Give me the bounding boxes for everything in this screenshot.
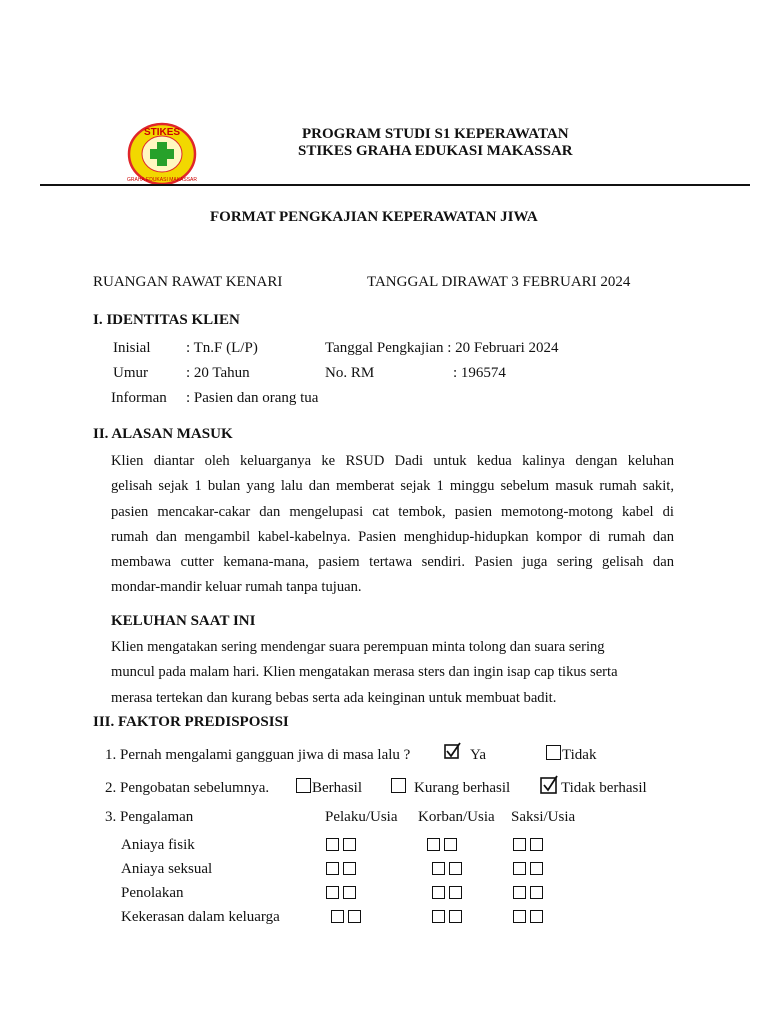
- section2-title: II. ALASAN MASUK: [93, 426, 233, 442]
- alasan-line: rumah dan mengambil kabel-kabelnya. Pasien menghidup-hidupkan kompor di rumah dan: [111, 528, 674, 545]
- checkbox-icon: [449, 862, 462, 875]
- checkbox-icon: [530, 910, 543, 923]
- keluhan-line: Klien mengatakan sering mendengar suara perempuan minta tolong dan suara sering: [111, 639, 605, 655]
- saksi-checkbox-pair[interactable]: [513, 885, 547, 903]
- keluhan-title: KELUHAN SAAT INI: [111, 613, 256, 629]
- checkbox-icon: [343, 886, 356, 899]
- checkbox-icon: [513, 862, 526, 875]
- inisial-value: : Tn.F (L/P): [186, 340, 258, 356]
- unchecked-box-icon: [546, 745, 561, 760]
- q2-opt1-label: Berhasil: [312, 780, 362, 796]
- keluhan-line: merasa tertekan dan kurang bebas serta ada keinginan untuk membuat badit.: [111, 689, 557, 706]
- q2-kurang-option[interactable]: [391, 778, 510, 797]
- header-divider: [40, 184, 750, 186]
- row-label: Aniaya seksual: [121, 861, 213, 877]
- header-line-2: STIKES GRAHA EDUKASI MAKASSAR: [298, 143, 573, 159]
- unchecked-box-icon: [296, 778, 311, 793]
- checkbox-icon: [326, 838, 339, 851]
- check-icon: [540, 775, 560, 794]
- check-icon: [444, 742, 462, 760]
- checkbox-icon: [326, 886, 339, 899]
- pelaku-checkbox-pair[interactable]: [331, 909, 365, 927]
- alasan-line: mondar-mandir keluar rumah tanpa tujuan.: [111, 579, 362, 596]
- checkbox-icon: [432, 886, 445, 899]
- checkbox-icon: [449, 910, 462, 923]
- checkbox-icon: [513, 910, 526, 923]
- checkbox-icon: [331, 910, 344, 923]
- logo-bottom-text: GRAHA EDUKASI MAKASSAR: [126, 177, 198, 183]
- q1-ya-checkbox[interactable]: [444, 742, 462, 765]
- row-label: Penolakan: [121, 885, 184, 901]
- umur-value: : 20 Tahun: [186, 365, 250, 381]
- row-label: Aniaya fisik: [121, 837, 195, 853]
- checkbox-icon: [343, 862, 356, 875]
- checkbox-icon: [343, 838, 356, 851]
- q3-text: 3. Pengalaman: [105, 809, 194, 825]
- saksi-checkbox-pair[interactable]: [513, 837, 547, 855]
- korban-checkbox-pair[interactable]: [427, 837, 461, 855]
- keluhan-paragraph: [111, 635, 674, 711]
- form-title: FORMAT PENGKAJIAN KEPERAWATAN JIWA: [210, 209, 538, 225]
- rm-label: No. RM: [325, 365, 375, 381]
- header-line-1: PROGRAM STUDI S1 KEPERAWATAN: [302, 126, 569, 142]
- checkbox-icon: [432, 910, 445, 923]
- q1-tidak-option[interactable]: [546, 745, 596, 764]
- keluhan-line: muncul pada malam hari. Klien mengatakan merasa sters dan ingin isap cap tikus serta: [111, 664, 618, 681]
- umur-label: Umur: [113, 365, 148, 381]
- checkbox-icon: [449, 886, 462, 899]
- col-pelaku: Pelaku/Usia: [325, 809, 398, 825]
- alasan-line: Klien diantar oleh keluarganya ke RSUD Dadi untuk kedua kalinya dengan keluhan: [111, 453, 674, 469]
- section3-title: III. FAKTOR PREDISPOSISI: [93, 714, 289, 730]
- informan-value: : Pasien dan orang tua: [186, 390, 319, 406]
- saksi-checkbox-pair[interactable]: [513, 861, 547, 879]
- inisial-label: Inisial: [113, 340, 151, 356]
- checkbox-icon: [432, 862, 445, 875]
- checkbox-icon: [348, 910, 361, 923]
- rm-value: : 196574: [453, 365, 506, 381]
- korban-checkbox-pair[interactable]: [432, 861, 466, 879]
- q1-tidak-label: Tidak: [562, 747, 597, 763]
- pelaku-checkbox-pair[interactable]: [326, 861, 360, 879]
- col-korban: Korban/Usia: [418, 809, 495, 825]
- q1-ya-label: Ya: [470, 747, 486, 763]
- q2-opt2-label: Kurang berhasil: [414, 780, 511, 796]
- alasan-line: membawa cutter kemana-mana, pasiem tertawa sendiri. Pasien juga sering gelisah dan: [111, 554, 674, 571]
- checkbox-icon: [530, 886, 543, 899]
- korban-checkbox-pair[interactable]: [432, 909, 466, 927]
- checkbox-icon: [326, 862, 339, 875]
- logo-top-text: STIKES: [143, 127, 181, 138]
- pelaku-checkbox-pair[interactable]: [326, 837, 360, 855]
- pelaku-checkbox-pair[interactable]: [326, 885, 360, 903]
- col-saksi: Saksi/Usia: [511, 809, 576, 825]
- q2-text: 2. Pengobatan sebelumnya.: [105, 780, 270, 796]
- checkbox-icon: [444, 838, 457, 851]
- q2-berhasil-option[interactable]: [296, 778, 362, 797]
- saksi-checkbox-pair[interactable]: [513, 909, 547, 927]
- checkbox-icon: [513, 838, 526, 851]
- q2-tidak-berhasil-checkbox[interactable]: [540, 775, 560, 799]
- korban-checkbox-pair[interactable]: [432, 885, 466, 903]
- alasan-line: pasien mencakar-cakar dan mengelupasi cat tembok, pasien memotong-motong kabel di: [111, 503, 674, 520]
- institution-logo: [126, 121, 198, 187]
- q1-text: 1. Pernah mengalami gangguan jiwa di masa lalu ?: [105, 747, 411, 763]
- checkbox-icon: [530, 838, 543, 851]
- checkbox-icon: [427, 838, 440, 851]
- row-label: Kekerasan dalam keluarga: [121, 909, 280, 925]
- checkbox-icon: [513, 886, 526, 899]
- alasan-line: gelisah sejak 1 bulan yang lalu dan memberat sejak 1 minggu sebelum masuk rumah sakit,: [111, 478, 674, 495]
- alasan-masuk-paragraph: [111, 449, 674, 601]
- checkbox-icon: [530, 862, 543, 875]
- ruangan-text: RUANGAN RAWAT KENARI: [93, 274, 283, 290]
- section1-title: I. IDENTITAS KLIEN: [93, 312, 240, 328]
- tanggal-dirawat-text: TANGGAL DIRAWAT 3 FEBRUARI 2024: [367, 274, 631, 290]
- q2-opt3-label: Tidak berhasil: [561, 780, 647, 796]
- informan-label: Informan: [111, 390, 167, 406]
- tanggal-pengkajian: Tanggal Pengkajian : 20 Februari 2024: [325, 340, 559, 356]
- unchecked-box-icon: [391, 778, 406, 793]
